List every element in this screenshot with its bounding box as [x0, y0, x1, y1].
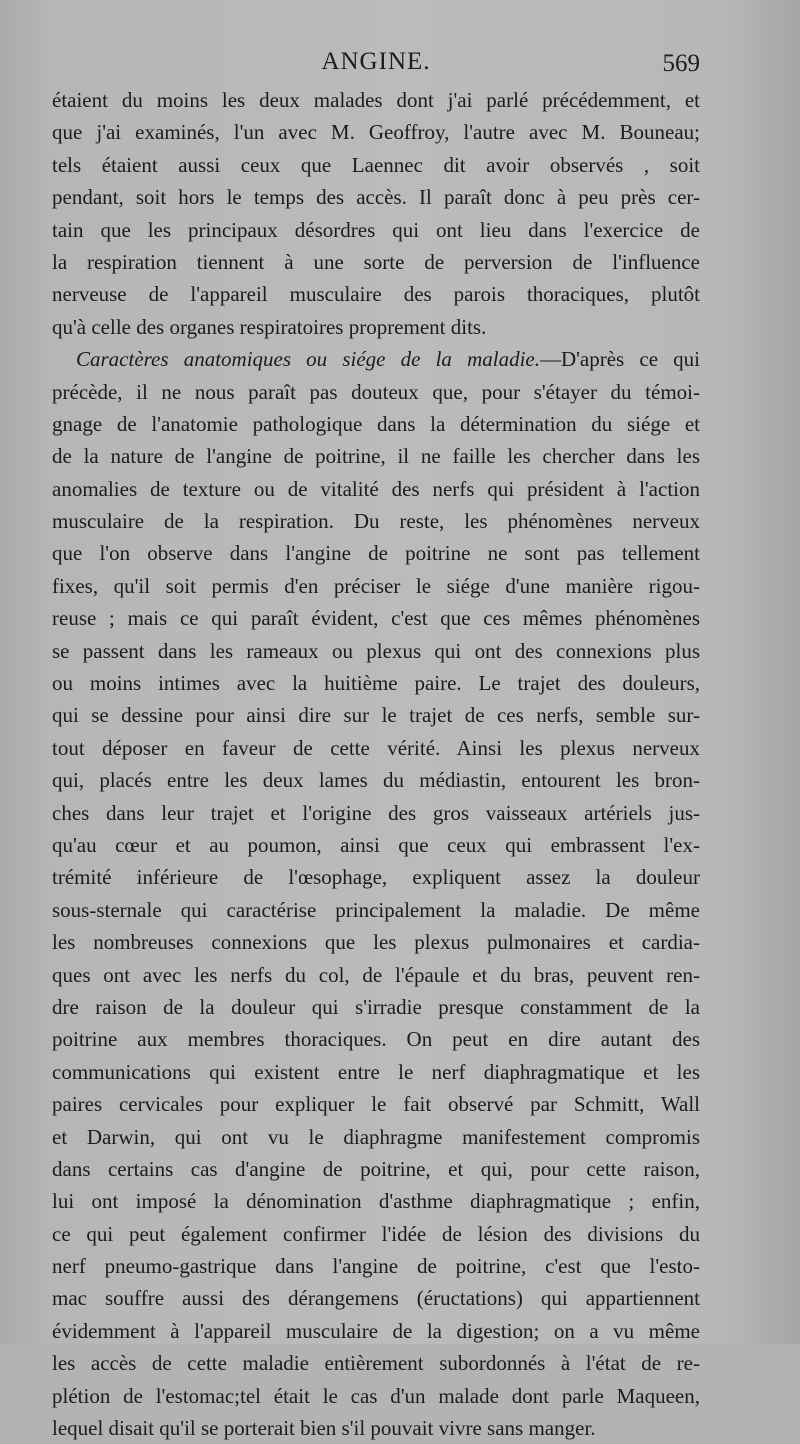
text-line: paires cervicales pour expliquer le fait observé par Schmitt, Wall — [52, 1092, 700, 1117]
text-line: plétion de l'estomac;tel était le cas d'un malade dont parle Maqueen, — [52, 1383, 700, 1408]
section-heading-line — [52, 343, 700, 375]
text-line: qui, placés entre les deux lames du médiastin, entourent les bron- — [52, 768, 700, 793]
text-line: lequel disait qu'il se porterait bien s'il pouvait vivre sans manger. — [52, 1416, 596, 1441]
text-line: communications qui existent entre le nerf diaphragmatique et les — [52, 1059, 700, 1084]
text-line: les nombreuses connexions que les plexus pulmonaires et cardia- — [52, 930, 700, 955]
text-line: se passent dans les rameaux ou plexus qui ont des connexions plus — [52, 638, 700, 663]
text-line: anomalies de texture ou de vitalité des nerfs qui président à l'action — [52, 476, 700, 501]
running-title: ANGINE. — [321, 48, 431, 75]
text-line: trémité inférieure de l'œsophage, expliquent assez la douleur — [52, 865, 700, 890]
page-header — [52, 48, 700, 84]
text-line-continuation: —D'après ce qui — [539, 347, 700, 372]
text-line: ques ont avec les nerfs du col, de l'épaule et du bras, peuvent ren- — [52, 962, 700, 987]
text-line: de la nature de l'angine de poitrine, il ne faille les chercher dans les — [52, 444, 700, 469]
text-line: qu'au cœur et au poumon, ainsi que ceux qui embrassent l'ex- — [52, 832, 700, 857]
text-line: la respiration tiennent à une sorte de perversion de l'influence — [52, 249, 700, 274]
text-line: tain que les principaux désordres qui ont lieu dans l'exercice de — [52, 217, 700, 242]
text-line: ou moins intimes avec la huitième paire. Le trajet des douleurs, — [52, 671, 700, 696]
text-line: et Darwin, qui ont vu le diaphragme manifestement compromis — [52, 1124, 700, 1149]
text-line: qu'à celle des organes respiratoires proprement dits. — [52, 314, 487, 339]
text-line: évidemment à l'appareil musculaire de la digestion; on a vu même — [52, 1318, 700, 1343]
text-line: les accès de cette maladie entièrement subordonnés à l'état de re- — [52, 1351, 700, 1376]
text-line: que l'on observe dans l'angine de poitrine ne sont pas tellement — [52, 541, 700, 566]
text-line: dre raison de la douleur qui s'irradie presque constamment de la — [52, 994, 700, 1019]
text-line: nerf pneumo-gastrique dans l'angine de poitrine, c'est que l'esto- — [52, 1254, 700, 1279]
text-line: étaient du moins les deux malades dont j'ai parlé précédemment, et — [52, 88, 700, 112]
text-line: poitrine aux membres thoraciques. On peut en dire autant des — [52, 1027, 700, 1052]
text-line: tout déposer en faveur de cette vérité. Ainsi les plexus nerveux — [52, 735, 700, 760]
text-line: sous-sternale qui caractérise principalement la maladie. De même — [52, 897, 700, 922]
text-line: mac souffre aussi des dérangemens (éructations) qui appartiennent — [52, 1286, 700, 1311]
text-line: ches dans leur trajet et l'origine des gros vaisseaux artériels jus- — [52, 800, 700, 825]
text-line: musculaire de la respiration. Du reste, les phénomènes nerveux — [52, 509, 700, 534]
text-line: pendant, soit hors le temps des accès. Il paraît donc à peu près cer- — [52, 185, 700, 210]
page-number: 569 — [662, 50, 700, 77]
text-line: que j'ai examinés, l'un avec M. Geoffroy, l'autre avec M. Bouneau; — [52, 120, 700, 145]
text-line: gnage de l'anatomie pathologique dans la détermination du siége et — [52, 411, 700, 436]
text-line: tels étaient aussi ceux que Laennec dit avoir observés , soit — [52, 152, 700, 177]
text-line: nerveuse de l'appareil musculaire des parois thoraciques, plutôt — [52, 282, 700, 307]
section-heading: Caractères anatomiques ou siége de la maladie. — [76, 347, 540, 372]
body-text — [52, 84, 700, 1444]
text-line: qui se dessine pour ainsi dire sur le trajet de ces nerfs, semble sur- — [52, 703, 700, 728]
text-line: ce qui peut également confirmer l'idée de lésion des divisions du — [52, 1221, 700, 1246]
text-line: reuse ; mais ce qui paraît évident, c'est que ces mêmes phénomènes — [52, 606, 700, 631]
text-line: dans certains cas d'angine de poitrine, et qui, pour cette raison, — [52, 1156, 700, 1181]
text-line: fixes, qu'il soit permis d'en préciser le siége d'une manière rigou- — [52, 573, 700, 598]
text-line: lui ont imposé la dénomination d'asthme diaphragmatique ; enfin, — [52, 1189, 700, 1214]
text-line: précède, il ne nous paraît pas douteux que, pour s'étayer du témoi- — [52, 379, 700, 404]
